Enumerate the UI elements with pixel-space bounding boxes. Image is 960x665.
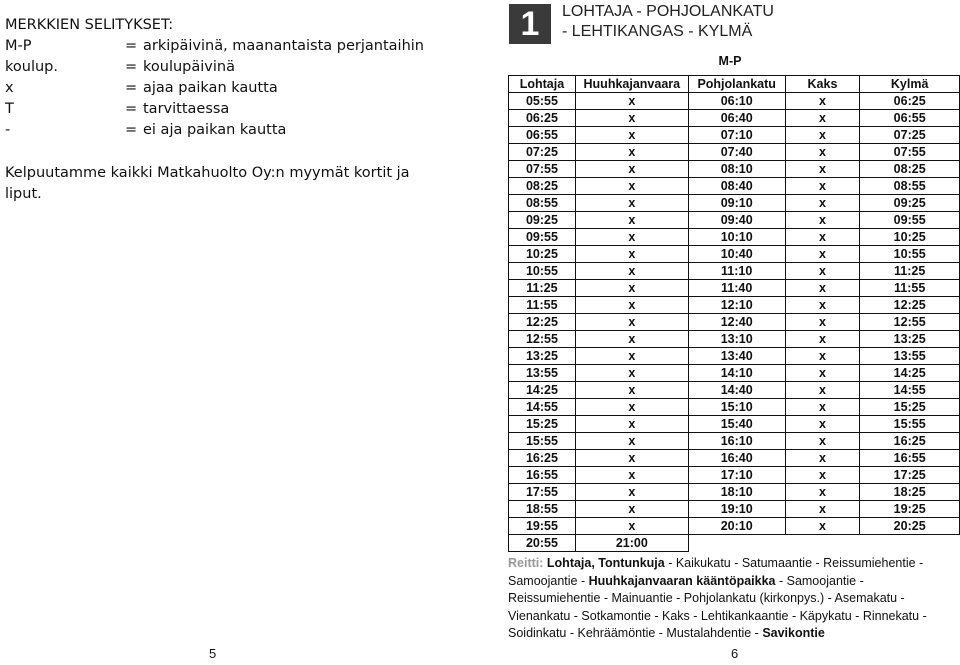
table-cell: x [575,263,688,280]
table-cell: x [575,144,688,161]
table-cell: 08:25 [860,161,960,178]
table-cell: x [575,399,688,416]
table-cell: 10:55 [509,263,576,280]
table-row [509,229,960,246]
table-cell: 18:55 [509,501,576,518]
route-description-text [508,556,927,640]
table-cell: 07:55 [509,161,576,178]
table-cell: 08:55 [509,195,576,212]
legend-text: arkipäivinä, maanantaista perjantaihin [143,38,424,54]
route-title-line1: LOHTAJA - POHJOLANKATU [562,3,774,20]
table-cell: 15:55 [509,433,576,450]
table-cell: x [575,229,688,246]
table-cell: 12:40 [688,314,785,331]
route-title [562,2,774,42]
table-cell: 19:10 [688,501,785,518]
table-cell: 10:40 [688,246,785,263]
table-cell: 06:55 [509,127,576,144]
route-description-label: Reitti: [508,556,544,570]
table-row [509,501,960,518]
table-cell: 06:25 [860,93,960,110]
table-cell: 15:55 [860,416,960,433]
table-cell: x [785,348,860,365]
legend-equals: = [125,101,138,117]
table-cell: x [575,382,688,399]
legend-heading: MERKKIEN SELITYKSET: [5,17,174,33]
table-cell: x [785,229,860,246]
table-cell: x [785,144,860,161]
table-cell: 15:10 [688,399,785,416]
table-cell: 12:25 [509,314,576,331]
legend-row [5,78,435,99]
legend-key: M-P [5,38,32,54]
table-cell: 11:40 [688,280,785,297]
table-cell: 06:55 [860,110,960,127]
table-row [509,518,960,535]
table-cell: 14:10 [688,365,785,382]
table-row [509,297,960,314]
legend-text: tarvittaessa [143,101,230,117]
table-cell: x [785,195,860,212]
table-cell: 17:25 [860,467,960,484]
table-cell: 16:25 [509,450,576,467]
table-row [509,467,960,484]
table-cell: 08:10 [688,161,785,178]
table-cell: 14:55 [860,382,960,399]
table-cell: 09:10 [688,195,785,212]
page-number-right: 6 [731,646,739,661]
table-cell: 13:40 [688,348,785,365]
table-cell: 11:25 [509,280,576,297]
legend-equals: = [125,80,138,96]
table-cell: x [575,450,688,467]
table-row [509,331,960,348]
table-cell: 13:25 [860,331,960,348]
table-cell: 13:10 [688,331,785,348]
table-row [509,314,960,331]
table-row [509,110,960,127]
legend-text: koulupäivinä [143,59,235,75]
legend-equals: = [125,122,138,138]
table-cell: 17:55 [509,484,576,501]
legend-key: x [5,80,14,96]
table-cell: 16:25 [860,433,960,450]
table-cell: x [575,297,688,314]
table-cell: 14:40 [688,382,785,399]
table-cell: x [785,263,860,280]
table-cell: 19:25 [860,501,960,518]
table-cell: x [785,416,860,433]
table-cell: 11:25 [860,263,960,280]
table-cell: 07:25 [860,127,960,144]
table-cell: 21:00 [575,535,688,552]
table-cell: x [575,93,688,110]
table-cell: x [785,280,860,297]
table-cell: x [785,246,860,263]
table-cell: 06:25 [509,110,576,127]
route-title-line2: - LEHTIKANGAS - KYLMÄ [562,23,753,40]
table-row [509,382,960,399]
table-row [509,399,960,416]
table-cell: 08:40 [688,178,785,195]
table-cell: x [575,280,688,297]
table-cell: x [785,467,860,484]
table-row [509,178,960,195]
column-header: Kylmä [860,76,960,93]
right-page [480,0,960,665]
table-cell: 17:10 [688,467,785,484]
table-cell: x [575,484,688,501]
table-cell: 15:40 [688,416,785,433]
legend-note: Kelpuutamme kaikki Matkahuolto Oy:n myymät kortit ja liput. [5,165,410,202]
route-description [508,555,956,643]
table-cell: x [575,348,688,365]
table-row [509,348,960,365]
table-cell: 09:55 [860,212,960,229]
table-cell: 11:10 [688,263,785,280]
table-cell: 09:55 [509,229,576,246]
table-cell: 15:25 [509,416,576,433]
table-cell: 14:25 [509,382,576,399]
table-row [509,450,960,467]
column-header: Lohtaja [509,76,576,93]
table-cell: x [785,433,860,450]
table-cell: 10:10 [688,229,785,246]
table-cell: x [575,178,688,195]
table-cell: x [575,314,688,331]
page-number-left: 5 [209,646,217,661]
column-header: Pohjolankatu [688,76,785,93]
table-row [509,484,960,501]
table-cell: x [785,501,860,518]
table-cell: 06:10 [688,93,785,110]
table-cell: 15:25 [860,399,960,416]
route-number-badge: 1 [509,4,551,44]
route-stop-bold: Savikontie [762,626,825,640]
table-row [509,161,960,178]
table-cell: 11:55 [509,297,576,314]
table-cell: 12:10 [688,297,785,314]
route-stop-bold: Lohtaja, Tontunkuja [546,556,665,570]
table-row [509,195,960,212]
table-cell: x [575,161,688,178]
table-cell: x [785,127,860,144]
timetable-header-row [509,76,960,93]
table-cell: 07:40 [688,144,785,161]
table-cell: x [785,331,860,348]
table-cell: x [575,467,688,484]
route-stop-text: - Kaikukatu - Satumaantie - Reissumiehentie - Samoojantie - [508,556,924,588]
table-row [509,416,960,433]
legend-text: ei aja paikan kautta [143,122,287,138]
table-cell: 13:55 [860,348,960,365]
table-row [509,535,960,552]
legend-row [5,120,435,141]
table-cell: x [575,212,688,229]
table-cell: x [785,518,860,535]
table-cell: 10:25 [860,229,960,246]
table-cell: 20:10 [688,518,785,535]
legend [5,15,435,205]
table-cell: 12:55 [860,314,960,331]
table-cell: 05:55 [509,93,576,110]
legend-equals: = [125,38,138,54]
table-row [509,144,960,161]
table-cell: 12:55 [509,331,576,348]
table-cell: x [785,110,860,127]
legend-key: koulup. [5,59,58,75]
legend-key: T [5,101,14,117]
table-row [509,280,960,297]
table-cell: x [575,518,688,535]
table-cell: x [785,314,860,331]
table-cell: x [785,161,860,178]
table-cell: 16:55 [509,467,576,484]
table-cell: 07:10 [688,127,785,144]
table-cell: x [785,450,860,467]
table-cell: 08:55 [860,178,960,195]
table-cell: x [575,365,688,382]
legend-row [5,99,435,120]
table-cell: x [785,212,860,229]
table-cell: 12:25 [860,297,960,314]
timetable [508,75,960,552]
table-cell: x [785,382,860,399]
table-cell: 10:25 [509,246,576,263]
table-cell: x [575,110,688,127]
table-cell: 14:55 [509,399,576,416]
timetable-subtitle: M-P [718,54,742,68]
timetable-body [509,93,960,552]
table-row [509,246,960,263]
table-cell: 14:25 [860,365,960,382]
table-cell: 09:25 [860,195,960,212]
table-cell: x [785,365,860,382]
table-cell: 13:55 [509,365,576,382]
table-cell: 16:55 [860,450,960,467]
table-cell: x [785,178,860,195]
table-cell: 18:10 [688,484,785,501]
table-row [509,433,960,450]
legend-key: - [5,122,11,138]
table-cell: 06:40 [688,110,785,127]
table-cell: 07:55 [860,144,960,161]
table-cell: 10:55 [860,246,960,263]
table-cell: x [785,399,860,416]
table-row [509,365,960,382]
table-cell: x [785,93,860,110]
table-row [509,93,960,110]
column-header: Huuhkajanvaara [575,76,688,93]
table-cell: 18:25 [860,484,960,501]
table-cell: 09:40 [688,212,785,229]
table-row [509,263,960,280]
table-cell: 16:10 [688,433,785,450]
table-cell: 19:55 [509,518,576,535]
legend-row [5,57,435,78]
table-cell: x [575,246,688,263]
table-cell: 08:25 [509,178,576,195]
table-cell: x [785,297,860,314]
table-cell: x [575,501,688,518]
route-stop-bold: Huuhkajanvaaran kääntöpaikka [588,573,776,588]
route-stop-text: - Samoojantie - Reissumiehentie - Mainuantie - Pohjolankatu (kirkonpys.) - Asemakatu - Vienankatu - Sotkamontie - Kaks - Lehtikankaantie - Käpykatu - Rinnekatu - Soidinkatu - Kehräämöntie - Mustalahdentie - [508,573,927,640]
table-cell: x [575,433,688,450]
column-header: Kaks [785,76,860,93]
legend-row [5,36,435,57]
table-cell: 20:55 [509,535,576,552]
table-cell: 16:40 [688,450,785,467]
legend-items [5,36,435,141]
legend-equals: = [125,59,138,75]
table-cell: 11:55 [860,280,960,297]
table-cell: x [575,416,688,433]
table-cell: x [575,331,688,348]
table-cell: x [575,127,688,144]
table-cell: x [575,195,688,212]
table-cell: 07:25 [509,144,576,161]
table-cell: 20:25 [860,518,960,535]
table-row [509,127,960,144]
legend-text: ajaa paikan kautta [143,80,278,96]
table-cell: 09:25 [509,212,576,229]
table-row [509,212,960,229]
table-cell: 13:25 [509,348,576,365]
table-cell: x [785,484,860,501]
